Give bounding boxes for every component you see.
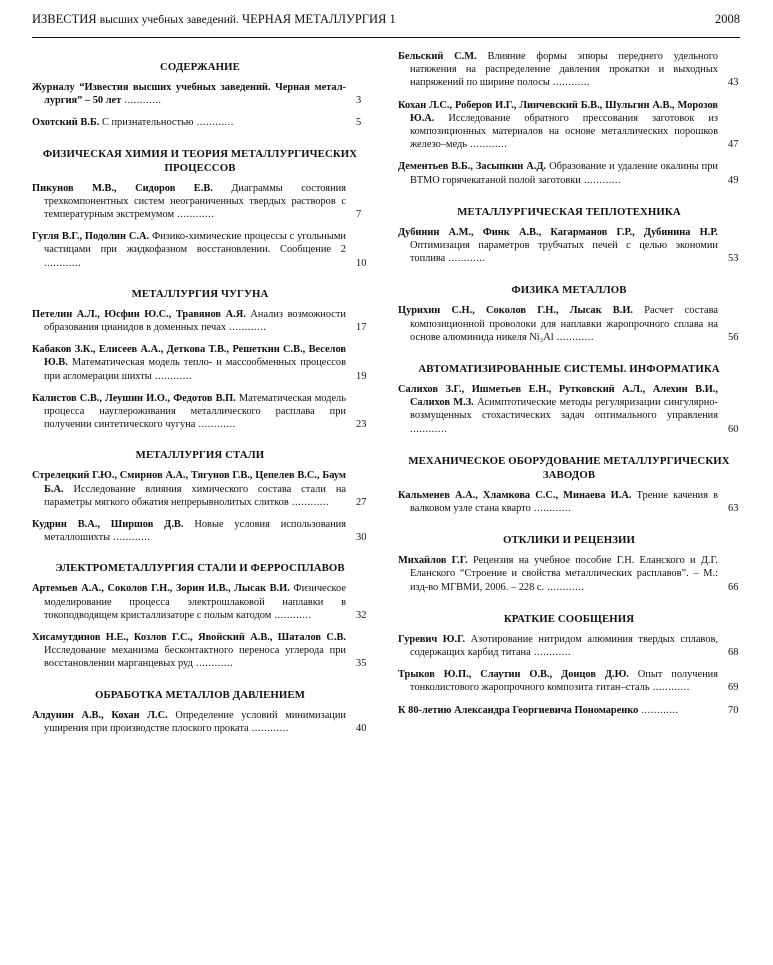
toc-entry[interactable]: Дубинин А.М., Финк А.В., Кагарманов Г.Р., Дубинина Н.Р. Оптимизация параметров трубчатых печей с целью экономии топлива ............ 53: [398, 226, 739, 265]
entry-authors: Салихов З.Г., Ишметьев Е.Н., Рутковский А.Л., Алехин В.И., Салихов М.З.: [398, 384, 718, 409]
toc-entry[interactable]: Салихов З.Г., Ишметьев Е.Н., Рутковский А.Л., Алехин В.И., Салихов М.З. Асимптотические методы регуляризации сингулярно-возмущенных стохастических задач оптимального управления ............ 60: [398, 384, 739, 435]
toc-entry[interactable]: Кохан Л.С., Роберов И.Г., Линчевский Б.В., Шульгин А.В., Морозов Ю.А. Исследование обратного прессования заготовок из композиционных материалов на основе металлических порошков железо–медь ............ 47: [398, 99, 739, 151]
leader-dots: ............: [195, 419, 236, 431]
entry-authors: Цурихин С.Н., Соколов Г.Н., Лысак В.И.: [398, 305, 634, 317]
toc-entry[interactable]: Кальменев А.А., Хламкова С.С., Минаева И.А. Трение качения в валковом узле стана кварто ............ 63: [398, 489, 739, 515]
journal-title: [32, 12, 396, 27]
section-title: КРАТКИЕ СООБЩЕНИЯ: [503, 612, 635, 625]
entry-title: Исследование обратного прессования заготовок из композиционных материалов на основе металлических порошков железо–медь: [410, 112, 718, 151]
entry-title: Новые условия использования металлошихты: [44, 519, 346, 544]
toc-entry[interactable]: Дементьев В.Б., Засыпкин А.Д. Образование и удаление окалины при ВТМО горячекатаной полой заготовки ............ 49: [398, 161, 739, 186]
entry-title: Асимптотические методы регуляризации сингулярно-возмущенных стохастических задач оптимального управления: [410, 397, 718, 422]
entry-authors: Петелин А.Л., Юсфин Ю.С., Травянов А.Я.: [32, 308, 246, 320]
section-title: МЕТАЛЛУРГИЧЕСКАЯ ТЕПЛОТЕХНИКА: [457, 205, 681, 218]
leader-dots: ............: [193, 117, 234, 129]
leader-dots: ............: [638, 704, 679, 716]
toc-entry[interactable]: Артемьев А.А., Соколов Г.Н., Зорин И.В., Лысак В.И. Физическое моделирование процесса электрошлаковой наплавки в токоподводящем кристаллизаторе с полым катодом ............ 32: [32, 583, 367, 621]
entry-authors: Гуревич Ю.Г.: [398, 633, 466, 645]
journal-name-main: ИЗВЕСТИЯ: [32, 12, 97, 26]
right-column: [398, 50, 740, 717]
leader-dots: ............: [580, 174, 622, 186]
section-title: МЕХАНИЧЕСКОЕ ОБОРУДОВАНИЕ МЕТАЛЛУРГИЧЕСКИХ ЗАВОДОВ: [408, 454, 730, 481]
entry-authors: Гугля В.Г., Подолин С.А.: [32, 231, 150, 243]
entry-authors: Трыков Ю.П., Слаутин О.В., Донцов Д.Ю.: [398, 669, 629, 681]
entry-title: Математическая модель процесса науглероживания металлического расплава при получении синтетического чугуна: [44, 392, 346, 431]
entry-title: Исследование влияния химического состава стали на параметры мягкого обжатия непрерывнолитых слитков: [44, 483, 346, 508]
leader-dots: ............: [410, 423, 448, 435]
entry-authors: Стрелецкий Г.Ю., Смирнов А.А., Тягунов Г.В., Цепелев В.С., Баум Б.А.: [32, 470, 346, 495]
toc-entry[interactable]: Калистов С.В., Леушин И.О., Федотов В.П. Математическая модель процесса науглероживания металлического расплава при получении синтетического чугуна ............ 23: [32, 392, 367, 431]
section-title: АВТОМАТИЗИРОВАННЫЕ СИСТЕМЫ. ИНФОРМАТИКА: [418, 363, 720, 376]
leader-dots: ............: [553, 331, 594, 343]
entry-authors: Кабаков З.К., Елисеев А.А., Деткова Т.В., Решеткин С.В., Веселов Ю.В.: [32, 344, 346, 369]
leader-dots: ............: [544, 581, 585, 593]
section-title: МЕТАЛЛУРГИЯ ЧУГУНА: [131, 287, 269, 300]
entry-authors: Охотский В.Б.: [32, 117, 100, 129]
entry-authors: К 80-летию Александра Георгиевича Пономаренко: [398, 704, 639, 716]
entry-authors: Кальменев А.А., Хламкова С.С., Минаева И.А.: [398, 489, 632, 501]
leader-dots: ............: [174, 209, 215, 221]
toc-entry[interactable]: Кабаков З.К., Елисеев А.А., Деткова Т.В., Решеткин С.В., Веселов Ю.В. Математическая модель тепло- и массообменных процессов при агломерации шихты ............ 19: [32, 344, 367, 382]
toc-entry[interactable]: Кудрин В.А., Ширшов Д.В. Новые условия использования металлошихты ............ 30: [32, 519, 367, 544]
toc-entry[interactable]: Пикунов М.В., Сидоров Е.В. Диаграммы состояния трехкомпонентных систем неограниченных твердых растворов с температурным экстремумом ............ 7: [32, 182, 362, 221]
section-title: ОБРАБОТКА МЕТАЛЛОВ ДАВЛЕНИЕМ: [94, 688, 306, 701]
leader-dots: ............: [271, 609, 312, 621]
toc-entry[interactable]: Охотский В.Б. С признательностью ............ 5: [32, 117, 362, 129]
toc-entry[interactable]: Гуревич Ю.Г. Азотирование нитридом алюминия твердых сплавов, содержащих карбид титана ............ 68: [398, 633, 739, 659]
leader-dots: ............: [445, 253, 486, 265]
entry-authors: Пикунов М.В., Сидоров Е.В.: [32, 182, 213, 194]
entry-title: С признательностью: [101, 117, 194, 129]
entry-authors: Михайлов Г.Г.: [398, 555, 468, 567]
entry-authors: Артемьев А.А., Соколов Г.Н., Зорин И.В., Лысак В.И.: [32, 583, 290, 595]
entry-authors: Кохан Л.С., Роберов И.Г., Линчевский Б.В., Шульгин А.В., Морозов Ю.А.: [398, 99, 718, 124]
entry-authors: Кудрин В.А., Ширшов Д.В.: [32, 519, 184, 531]
toc-entry[interactable]: К 80-летию Александра Георгиевича Пономаренко ............ 70: [398, 704, 739, 716]
section-title: ФИЗИКА МЕТАЛЛОВ: [511, 284, 627, 297]
leader-dots: ............: [649, 682, 690, 694]
entry-title: Математическая модель тепло- и массообменных процессов при агломерации шихты: [44, 357, 346, 382]
entry-authors: Дубинин А.М., Финк А.В., Кагарманов Г.Р., Дубинина Н.Р.: [398, 226, 718, 238]
leader-dots: ............: [192, 658, 234, 670]
entry-title: Расчет состава композиционной проволоки для наплавки жаропрочного сплава на основе алюминида никеля Ni₃Al: [410, 305, 718, 343]
section-title: СОДЕРЖАНИЕ: [160, 61, 240, 73]
entry-title: Влияние формы эпюры переднего удельного натяжения на распределение давления прокатки и выходных напряжений по ширине полосы: [410, 51, 718, 89]
section-title: ЭЛЕКТРОМЕТАЛЛУРГИЯ СТАЛИ И ФЕРРОСПЛАВОВ: [55, 562, 345, 575]
leader-dots: ............: [467, 139, 508, 151]
leader-dots: ............: [226, 322, 267, 334]
toc-entry[interactable]: Стрелецкий Г.Ю., Смирнов А.А., Тягунов Г.В., Цепелев В.С., Баум Б.А. Исследование влияния химического состава стали на параметры мягкого обжатия непрерывнолитых слитков ............ 27: [32, 470, 367, 508]
leader-dots: ............: [530, 647, 572, 659]
toc-entry[interactable]: Петелин А.Л., Юсфин Ю.С., Травянов А.Я. Анализ возможности образования цианидов в доменных печах ............ 17: [32, 308, 367, 334]
journal-name-sub: высших учебных заведений.: [99, 14, 239, 26]
toc-entry[interactable]: Трыков Ю.П., Слаутин О.В., Донцов Д.Ю. Опыт получения тонколистового жаропрочного композита титан–сталь ............ 69: [398, 669, 739, 694]
entry-title: Опыт получения тонколистового жаропрочного композита титан–сталь: [410, 669, 719, 694]
leader-dots: ............: [121, 95, 162, 107]
entry-title: Азотирование нитридом алюминия твердых сплавов, содержащих карбид титана: [410, 633, 718, 659]
entry-title: Трение качения в валковом узле стана кварто: [410, 489, 718, 515]
toc-entry[interactable]: Гугля В.Г., Подолин С.А. Физико-химические процессы с угольными частицами при жидкофазном восстановлении. Сообщение 2 ............ 10: [32, 231, 367, 269]
toc-entry[interactable]: Алдунин А.В., Кохан Л.С. Определение условий минимизации уширения при производстве плоского проката ............ 40: [32, 709, 367, 734]
entry-title: Физическое моделирование процесса электрошлаковой наплавки в токоподводящем кристаллизаторе с полым катодом: [44, 583, 346, 621]
leader-dots: ............: [288, 496, 330, 508]
entry-title: Рецензия на учебное пособие Г.Н. Еланского и Д.Г. Еланского “Строение и свойства металлических расплавов”. – М.: изд-во МГВМИ, 2006. – 228 с.: [410, 555, 718, 593]
leader-dots: ............: [248, 722, 289, 734]
leader-dots: ............: [549, 77, 591, 89]
journal-year: 2008: [715, 12, 740, 26]
entry-authors: Калистов С.В., Леушин И.О., Федотов В.П.: [32, 392, 236, 404]
section-title: ОТКЛИКИ И РЕЦЕНЗИИ: [503, 534, 635, 547]
leader-dots: ............: [530, 503, 572, 515]
left-column: [32, 50, 368, 735]
entry-authors: Алдунин А.В., Кохан Л.С.: [32, 709, 168, 721]
page-header: [32, 12, 740, 38]
toc-entry[interactable]: Цурихин С.Н., Соколов Г.Н., Лысак В.И. Расчет состава композиционной проволоки для наплавки жаропрочного сплава на основе алюминида никеля Ni₃Al ............ 56: [398, 305, 739, 343]
entry-title: Диаграммы состояния трехкомпонентных систем неограниченных твердых растворов с температурным экстремумом: [44, 182, 346, 221]
journal-issue: ЧЕРНАЯ МЕТАЛЛУРГИЯ 1: [242, 12, 396, 26]
leader-dots: ............: [110, 532, 151, 544]
leader-dots: ............: [151, 370, 193, 382]
entry-authors: Журналу “Известия высших учебных заведений. Черная метал-лургия” – 50 лет: [32, 82, 346, 107]
entry-title: Оптимизация параметров трубчатых печей с целью экономии топлива: [410, 240, 718, 265]
section-title: МЕТАЛЛУРГИЯ СТАЛИ: [135, 449, 265, 462]
entry-authors: Бельский С.М.: [398, 51, 477, 62]
leader-dots: ............: [44, 257, 82, 269]
entry-title: Образование и удаление окалины при ВТМО горячекатаной полой заготовки: [410, 161, 718, 186]
entry-title: Физико-химические процессы с угольными частицами при жидкофазном восстановлении. Сообщение 2: [44, 231, 346, 256]
entry-title: Анализ возможности образования цианидов в доменных печах: [44, 308, 346, 334]
entry-authors: Хисамутдинов Н.Е., Козлов Г.С., Явойский А.В., Шаталов С.В.: [32, 632, 346, 644]
toc-entry[interactable]: Михайлов Г.Г. Рецензия на учебное пособие Г.Н. Еланского и Д.Г. Еланского “Строение и свойства металлических расплавов”. – М.: изд-во МГВМИ, 2006. – 228 с. ............ 66: [398, 555, 739, 593]
entry-authors: Дементьев В.Б., Засыпкин А.Д.: [398, 161, 547, 173]
toc-entry[interactable]: Журналу “Известия высших учебных заведений. Черная метал-лургия” – 50 лет ............ 3: [32, 82, 362, 107]
entry-title: Определение условий минимизации уширения при производстве плоского проката: [44, 709, 346, 734]
section-title: ФИЗИЧЕСКАЯ ХИМИЯ И ТЕОРИЯ МЕТАЛЛУРГИЧЕСКИХ ПРОЦЕССОВ: [42, 147, 358, 174]
toc-entry[interactable]: Хисамутдинов Н.Е., Козлов Г.С., Явойский А.В., Шаталов С.В. Исследование механизма бесконтактного переноса углерода при восстановлении марганцевых руд ............ 35: [32, 632, 367, 670]
entry-title: Исследование механизма бесконтактного переноса углерода при восстановлении марганцевых руд: [44, 645, 346, 670]
toc-entry[interactable]: Бельский С.М. Влияние формы эпюры переднего удельного натяжения на распределение давления прокатки и выходных напряжений по ширине полосы ............ 43: [398, 51, 739, 89]
